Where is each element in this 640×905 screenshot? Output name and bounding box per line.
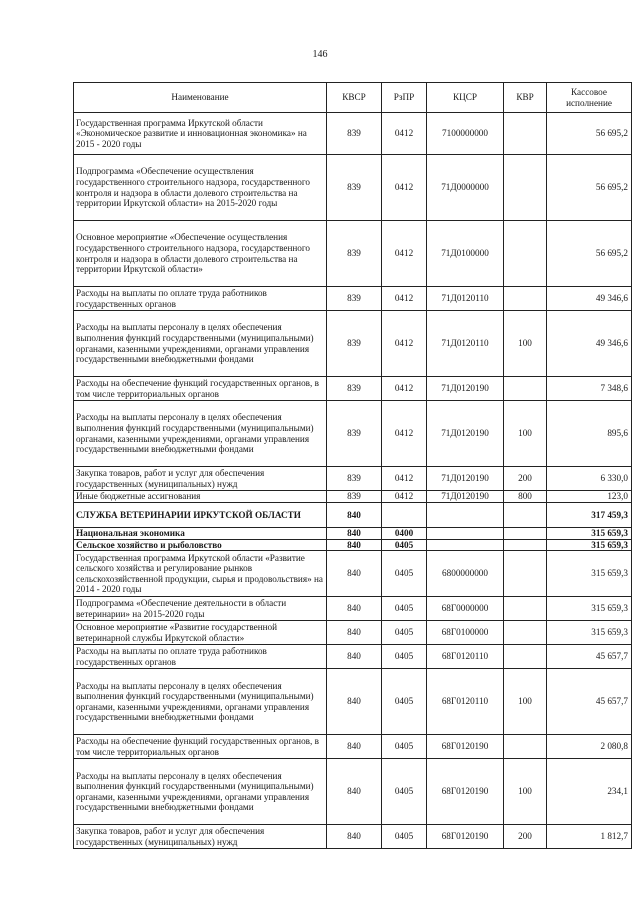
row-name: Подпрограмма «Обеспечение осуществления государственного строительного надзора, государственного контроля и надзора в области долевого строительства на территории Иркутской области» на 2015-2020 годы — [74, 155, 327, 221]
row-kcsr: 7100000000 — [427, 113, 504, 155]
row-sum: 2 080,8 — [547, 735, 632, 759]
row-kvr: 100 — [504, 311, 547, 377]
row-name: Сельское хозяйство и рыболовство — [74, 539, 327, 551]
row-sum: 6 330,0 — [547, 467, 632, 491]
row-name: Государственная программа Иркутской области «Развитие сельского хозяйства и регулирование рынков сельскохозяйственной продукции, сырья и продовольствия» на 2014 - 2020 годы — [74, 551, 327, 597]
row-sum: 123,0 — [547, 491, 632, 503]
row-kcsr: 68Г0120190 — [427, 759, 504, 825]
row-kvr: 200 — [504, 825, 547, 849]
table-row — [74, 467, 632, 491]
table-row — [74, 311, 632, 377]
row-kvsr: 839 — [327, 311, 382, 377]
row-kvsr: 839 — [327, 155, 382, 221]
row-sum: 895,6 — [547, 401, 632, 467]
row-rzpr: 0412 — [382, 377, 427, 401]
row-kvsr: 840 — [327, 597, 382, 621]
row-kvr — [504, 551, 547, 597]
table-row — [74, 401, 632, 467]
row-kvr — [504, 645, 547, 669]
row-kvsr: 839 — [327, 377, 382, 401]
row-rzpr — [382, 503, 427, 528]
header-kvsr: КВСР — [327, 83, 382, 113]
row-name: Расходы на выплаты по оплате труда работников государственных органов — [74, 287, 327, 311]
table-row — [74, 759, 632, 825]
row-kvr: 100 — [504, 401, 547, 467]
row-kvr — [504, 597, 547, 621]
row-kvsr: 839 — [327, 287, 382, 311]
row-rzpr: 0405 — [382, 759, 427, 825]
row-name: Закупка товаров, работ и услуг для обеспечения государственных (муниципальных) нужд — [74, 467, 327, 491]
row-kvsr: 839 — [327, 221, 382, 287]
table-row — [74, 539, 632, 551]
row-kcsr: 68Г0120190 — [427, 735, 504, 759]
row-kcsr: 71Д0120110 — [427, 311, 504, 377]
row-name: Национальная экономика — [74, 528, 327, 540]
row-kvr — [504, 287, 547, 311]
row-rzpr: 0412 — [382, 311, 427, 377]
table-row — [74, 528, 632, 540]
row-kvsr: 840 — [327, 759, 382, 825]
table-row — [74, 221, 632, 287]
row-rzpr: 0405 — [382, 597, 427, 621]
row-sum: 45 657,7 — [547, 645, 632, 669]
header-sum: Кассовое исполнение — [547, 83, 632, 113]
row-rzpr: 0405 — [382, 735, 427, 759]
row-rzpr: 0405 — [382, 539, 427, 551]
row-sum: 315 659,3 — [547, 621, 632, 645]
header-name: Наименование — [74, 83, 327, 113]
row-rzpr: 0405 — [382, 825, 427, 849]
table-row — [74, 155, 632, 221]
row-kcsr: 71Д0120190 — [427, 401, 504, 467]
row-kvr — [504, 503, 547, 528]
row-sum: 234,1 — [547, 759, 632, 825]
row-name: Расходы на выплаты персоналу в целях обеспечения выполнения функций государственными (муниципальными) органами, казенными учреждениями, органами управления государственными внебюджетными фондами — [74, 759, 327, 825]
row-kvr: 100 — [504, 759, 547, 825]
row-kvr — [504, 113, 547, 155]
row-sum: 7 348,6 — [547, 377, 632, 401]
row-kcsr: 6800000000 — [427, 551, 504, 597]
row-kcsr: 68Г0000000 — [427, 597, 504, 621]
row-kvr: 800 — [504, 491, 547, 503]
row-name: Подпрограмма «Обеспечение деятельности в области ветеринарии» на 2015-2020 годы — [74, 597, 327, 621]
row-sum: 317 459,3 — [547, 503, 632, 528]
row-kvr — [504, 155, 547, 221]
table-row — [74, 597, 632, 621]
row-sum: 49 346,6 — [547, 287, 632, 311]
row-kvsr: 839 — [327, 113, 382, 155]
row-rzpr: 0400 — [382, 528, 427, 540]
table-row — [74, 491, 632, 503]
row-rzpr: 0412 — [382, 491, 427, 503]
row-kvsr: 840 — [327, 621, 382, 645]
row-kcsr: 71Д0120190 — [427, 491, 504, 503]
table-row — [74, 503, 632, 528]
header-rzpr: РзПР — [382, 83, 427, 113]
table-body — [74, 113, 632, 849]
row-name: Основное мероприятие «Обеспечение осуществления государственного строительного надзора, государственного контроля и надзора в области долевого строительства на территории Иркутской области» — [74, 221, 327, 287]
row-kvsr: 840 — [327, 735, 382, 759]
row-sum: 1 812,7 — [547, 825, 632, 849]
header-kvr: КВР — [504, 83, 547, 113]
row-name: Закупка товаров, работ и услуг для обеспечения государственных (муниципальных) нужд — [74, 825, 327, 849]
row-sum: 56 695,2 — [547, 113, 632, 155]
row-kcsr: 71Д0120190 — [427, 377, 504, 401]
row-name: Расходы на обеспечение функций государственных органов, в том числе территориальных органов — [74, 377, 327, 401]
row-kcsr — [427, 528, 504, 540]
row-kcsr: 68Г0120110 — [427, 669, 504, 735]
table-row — [74, 113, 632, 155]
row-kcsr: 68Г0120190 — [427, 825, 504, 849]
budget-table — [73, 82, 632, 849]
header-kcsr: КЦСР — [427, 83, 504, 113]
row-sum: 315 659,3 — [547, 539, 632, 551]
row-rzpr: 0412 — [382, 113, 427, 155]
row-kvsr: 839 — [327, 491, 382, 503]
row-kcsr: 71Д0120110 — [427, 287, 504, 311]
row-kcsr: 68Г0100000 — [427, 621, 504, 645]
row-name: Государственная программа Иркутской области «Экономическое развитие и инновационная экономика» на 2015 - 2020 годы — [74, 113, 327, 155]
row-rzpr: 0412 — [382, 401, 427, 467]
row-kvsr: 840 — [327, 539, 382, 551]
row-kvsr: 840 — [327, 528, 382, 540]
row-rzpr: 0412 — [382, 287, 427, 311]
row-kvr — [504, 528, 547, 540]
table-row — [74, 735, 632, 759]
row-name: Расходы на выплаты персоналу в целях обеспечения выполнения функций государственными (муниципальными) органами, казенными учреждениями, органами управления государственными внебюджетными фондами — [74, 311, 327, 377]
row-kcsr — [427, 539, 504, 551]
table-row — [74, 551, 632, 597]
row-name: Иные бюджетные ассигнования — [74, 491, 327, 503]
row-kcsr: 71Д0100000 — [427, 221, 504, 287]
row-name: Расходы на выплаты по оплате труда работников государственных органов — [74, 645, 327, 669]
table-row — [74, 287, 632, 311]
row-rzpr: 0405 — [382, 621, 427, 645]
row-name: Основное мероприятие «Развитие государственной ветеринарной службы Иркутской области» — [74, 621, 327, 645]
row-kvsr: 840 — [327, 503, 382, 528]
row-kvr — [504, 621, 547, 645]
row-kvr — [504, 377, 547, 401]
row-kvr — [504, 539, 547, 551]
row-kvsr: 840 — [327, 669, 382, 735]
row-kcsr: 71Д0120190 — [427, 467, 504, 491]
row-kvr — [504, 221, 547, 287]
row-kcsr: 68Г0120110 — [427, 645, 504, 669]
row-kvsr: 839 — [327, 467, 382, 491]
row-sum: 49 346,6 — [547, 311, 632, 377]
row-rzpr: 0405 — [382, 669, 427, 735]
row-sum: 315 659,3 — [547, 528, 632, 540]
row-sum: 56 695,2 — [547, 155, 632, 221]
table-header-row — [74, 83, 632, 113]
row-sum: 315 659,3 — [547, 597, 632, 621]
row-name: Расходы на выплаты персоналу в целях обеспечения выполнения функций государственными (муниципальными) органами, казенными учреждениями, органами управления государственными внебюджетными фондами — [74, 401, 327, 467]
table-row — [74, 621, 632, 645]
row-kcsr: 71Д0000000 — [427, 155, 504, 221]
row-name: СЛУЖБА ВЕТЕРИНАРИИ ИРКУТСКОЙ ОБЛАСТИ — [74, 503, 327, 528]
table-row — [74, 669, 632, 735]
row-sum: 56 695,2 — [547, 221, 632, 287]
row-kvsr: 840 — [327, 645, 382, 669]
row-kvsr: 840 — [327, 551, 382, 597]
row-sum: 45 657,7 — [547, 669, 632, 735]
row-kvsr: 839 — [327, 401, 382, 467]
row-name: Расходы на выплаты персоналу в целях обеспечения выполнения функций государственными (муниципальными) органами, казенными учреждениями, органами управления государственными внебюджетными фондами — [74, 669, 327, 735]
row-kvr — [504, 735, 547, 759]
table-row — [74, 377, 632, 401]
page-number: 146 — [312, 49, 328, 60]
row-kvr: 100 — [504, 669, 547, 735]
row-rzpr: 0412 — [382, 155, 427, 221]
row-rzpr: 0405 — [382, 645, 427, 669]
row-kcsr — [427, 503, 504, 528]
row-rzpr: 0412 — [382, 467, 427, 491]
table-row — [74, 645, 632, 669]
row-sum: 315 659,3 — [547, 551, 632, 597]
row-rzpr: 0412 — [382, 221, 427, 287]
table-row — [74, 825, 632, 849]
row-name: Расходы на обеспечение функций государственных органов, в том числе территориальных органов — [74, 735, 327, 759]
row-kvsr: 840 — [327, 825, 382, 849]
row-kvr: 200 — [504, 467, 547, 491]
row-rzpr: 0405 — [382, 551, 427, 597]
